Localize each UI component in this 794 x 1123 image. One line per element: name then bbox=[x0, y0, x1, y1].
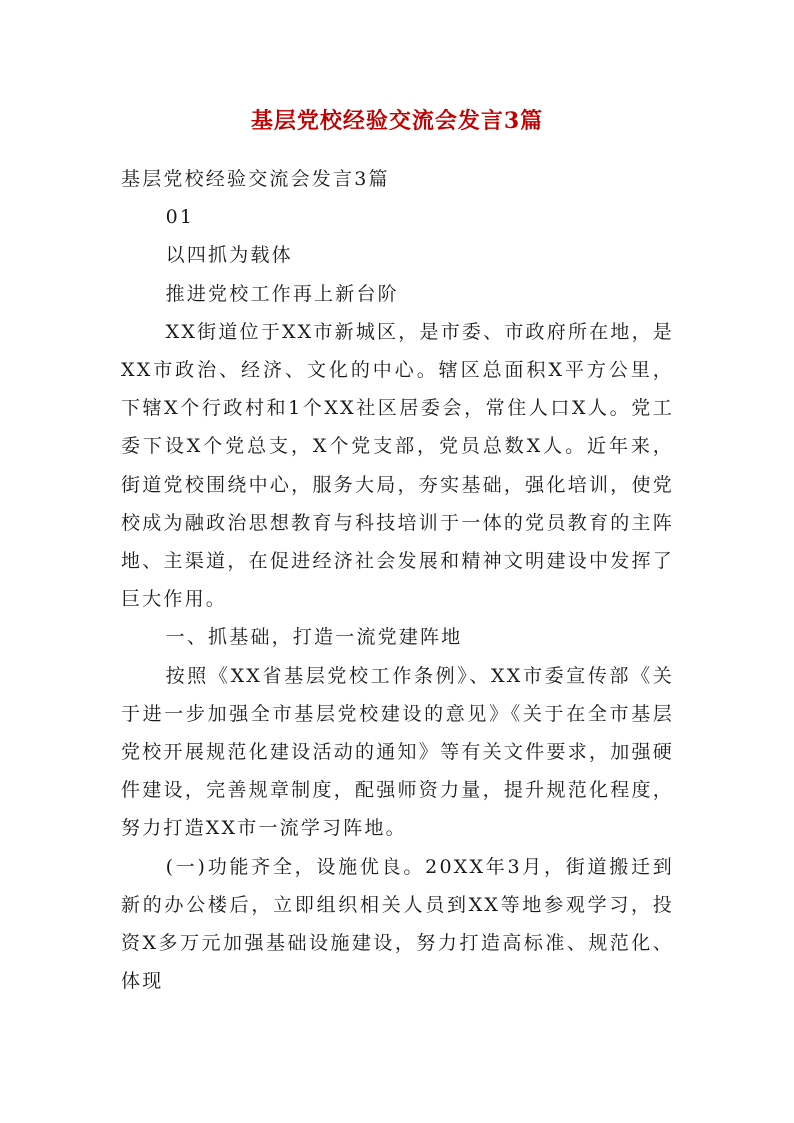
paragraph-section-number: 01 bbox=[165, 206, 195, 229]
paragraph-body: 按照《XX省基层党校工作条例》、XX市委宣传部《关于进一步加强全市基层党校建设的意见》《关于在全市基层党校开展规范化建设活动的通知》等有关文件要求，加强硬件建设，完善规章制度，配强师资力量，提升规范化程度，努力打造XX市一流学习阵地。 bbox=[121, 664, 674, 840]
document-body bbox=[121, 160, 674, 1000]
paragraph-heading-2: 推进党校工作再上新台阶 bbox=[165, 282, 399, 305]
paragraph-section-heading: 一、抓基础，打造一流党建阵地 bbox=[165, 626, 463, 649]
paragraph-intro: XX街道位于XX市新城区，是市委、市政府所在地，是XX市政治、经济、文化的中心。辖区总面积X平方公里，下辖X个行政村和1个XX社区居委会，常住人口X人。党工委下设X个党总支，X个党支部，党员总数X人。近年来，街道党校围绕中心，服务大局，夯实基础，强化培训，使党校成为融政治思想教育与科技培训于一体的党员教育的主阵地、主渠道，在促进经济社会发展和精神文明建设中发挥了巨大作用。 bbox=[121, 320, 674, 611]
paragraph-subsection: (一)功能齐全，设施优良。20XX年3月，街道搬迁到新的办公楼后，立即组织相关人员到XX等地参观学习，投资X多万元加强基础设施建设，努力打造高标准、规范化、体现 bbox=[121, 855, 674, 993]
document-title: 基层党校经验交流会发言3篇 bbox=[250, 108, 544, 134]
paragraph-heading-1: 以四抓为载体 bbox=[165, 244, 293, 267]
paragraph-subtitle: 基层党校经验交流会发言3篇 bbox=[121, 168, 390, 190]
